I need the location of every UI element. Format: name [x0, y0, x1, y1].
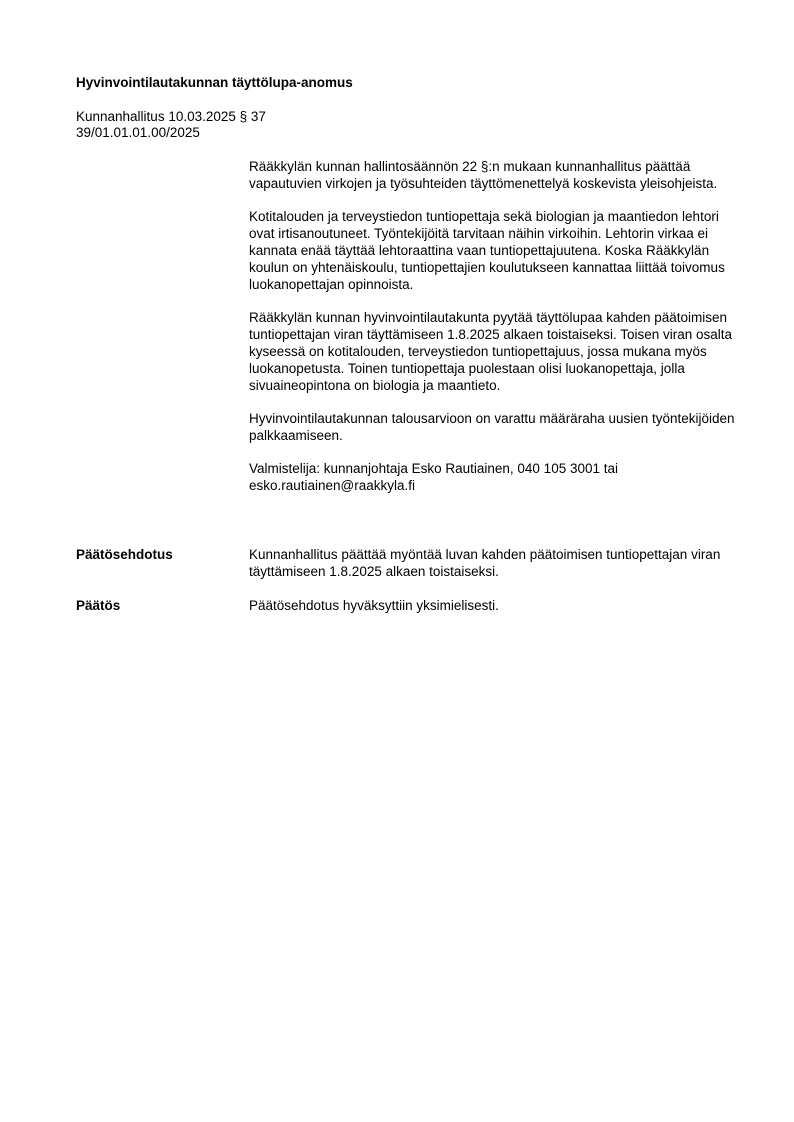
- decision-text: Päätösehdotus hyväksyttiin yksimielisesti.: [249, 598, 499, 613]
- proposal-label: Päätösehdotus: [76, 547, 173, 562]
- paragraph-preparer: Valmistelija: kunnanjohtaja Esko Rautiainen, 040 105 3001 tai esko.rautiainen@raakkyla.fi: [249, 461, 618, 493]
- paragraph-regulation: Rääkkylän kunnan hallintosäännön 22 §:n mukaan kunnanhallitus päättää vapautuvien virkojen ja työsuhteiden täyttömenettelyä koskevista yleisohjeista.: [249, 159, 718, 191]
- proposal-text: Kunnanhallitus päättää myöntää luvan kahden päätoimisen tuntiopettajan viran täyttämiseen 1.8.2025 alkaen toistaiseksi.: [249, 547, 721, 579]
- meeting-info: [76, 109, 266, 141]
- record-number: 39/01.01.01.00/2025: [76, 125, 200, 140]
- decision-label: Päätös: [76, 598, 121, 613]
- paragraph-budget: Hyvinvointilautakunnan talousarvioon on varattu määräraha uusien työntekijöiden palkkaamiseen.: [249, 411, 735, 443]
- document-body: [249, 158, 739, 494]
- paragraph-request: Rääkkylän kunnan hyvinvointilautakunta pyytää täyttölupaa kahden päätoimisen tuntiopettajan viran täyttämiseen 1.8.2025 alkaen toistaiseksi. Toisen viran osalta kyseessä on kotitalouden, terveystiedon tuntiopettajuus, jossa mukana myös luokanopetusta. Toinen tuntiopettaja puolestaan olisi luokanopettaja, jolla sivuaineopintona on biologia ja maantieto.: [249, 310, 733, 393]
- paragraph-resignations: Kotitalouden ja terveystiedon tuntiopettaja sekä biologian ja maantiedon lehtori ovat irtisanoutuneet. Työntekijöitä tarvitaan näihin virkoihin. Lehtorin virkaa ei kannata enää täyttää lehtoraattina vaan tuntiopettajuutena. Koska Rääkkylän koulun on yhtenäiskoulu, tuntiopettajien koulutukseen kannattaa liittää toivomus luokanopettajan opinnoista.: [249, 209, 725, 292]
- meeting-line: Kunnanhallitus 10.03.2025 § 37: [76, 109, 266, 124]
- document-title: Hyvinvointilautakunnan täyttölupa-anomus: [76, 75, 353, 90]
